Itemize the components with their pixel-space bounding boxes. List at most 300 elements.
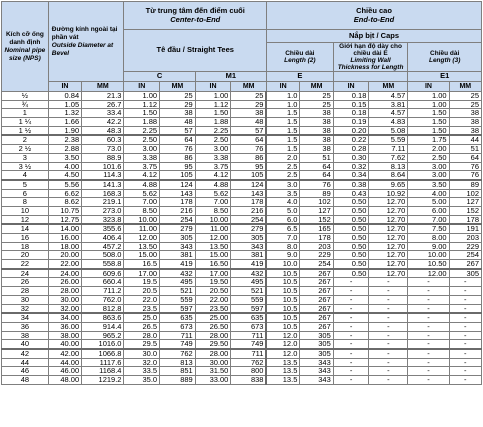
cell-e-mm: 267: [300, 287, 333, 296]
nps-label-en: Nominal pipe size (NPS): [4, 46, 46, 62]
table-row: [2, 278, 482, 287]
cell-c-mm: 178: [160, 198, 196, 207]
cell-e-in: 2.0: [266, 153, 299, 162]
cell-c-mm: 762: [160, 349, 196, 358]
cell-nps: ¾: [2, 100, 49, 109]
cell-m1-mm: 838: [231, 376, 267, 385]
cell-e1-mm: 25: [449, 92, 481, 101]
cell-wall-mm: 7.11: [369, 145, 408, 154]
cell-c-mm: 216: [160, 206, 196, 215]
cell-m1-mm: 432: [231, 269, 267, 278]
cell-m1-mm: 57: [231, 126, 267, 135]
limiting-wall-vi: Giới hạn độ dày cho chiều dài E: [339, 43, 402, 57]
cell-e-in: 13.5: [266, 358, 299, 367]
od-column-header: [48, 2, 124, 82]
unit-mm-wall: MM: [369, 82, 408, 92]
cell-e-in: 10.5: [266, 322, 299, 331]
nps-column-header: [2, 2, 49, 92]
cell-e-in: 3.0: [266, 180, 299, 189]
cell-wall-in: 0.18: [333, 92, 369, 101]
cell-od-mm: 42.2: [82, 118, 124, 127]
cell-od-mm: 323.8: [82, 215, 124, 224]
cell-wall-in: 0.28: [333, 145, 369, 154]
cell-m1-mm: 419: [231, 260, 267, 269]
cell-m1-in: 3.38: [195, 153, 231, 162]
cell-e-in: 6.0: [266, 215, 299, 224]
cell-wall-in: 0.15: [333, 100, 369, 109]
cell-od-in: 1.90: [48, 126, 81, 135]
cell-c-in: 32.0: [124, 358, 160, 367]
cell-wall-mm: 12.70: [369, 260, 408, 269]
end-to-end-en: End-to-End: [353, 14, 395, 24]
cell-e1-mm: 152: [449, 206, 481, 215]
cell-od-mm: 141.3: [82, 180, 124, 189]
cell-od-mm: 114.3: [82, 171, 124, 180]
cell-e1-in: 3.50: [408, 180, 449, 189]
cell-wall-in: -: [333, 358, 369, 367]
cell-e-mm: 38: [300, 118, 333, 127]
cell-nps: 10: [2, 206, 49, 215]
cell-m1-in: 29.50: [195, 340, 231, 349]
cell-e-in: 10.5: [266, 304, 299, 313]
cell-e1-in: 3.00: [408, 162, 449, 171]
cell-e1-mm: -: [449, 322, 481, 331]
cell-od-in: 30.00: [48, 295, 81, 304]
cell-c-in: 17.00: [124, 269, 160, 278]
cell-m1-in: 19.50: [195, 278, 231, 287]
cell-od-in: 10.75: [48, 206, 81, 215]
table-row: [2, 269, 482, 278]
cell-e-in: 1.0: [266, 100, 299, 109]
cell-wall-mm: 12.70: [369, 215, 408, 224]
end-to-end-header: [266, 2, 481, 30]
cell-nps: 36: [2, 322, 49, 331]
cell-e1-in: 1.50: [408, 126, 449, 135]
cell-m1-mm: 559: [231, 295, 267, 304]
cell-od-mm: 660.4: [82, 278, 124, 287]
unit-in-wall: IN: [333, 82, 369, 92]
cell-e1-mm: -: [449, 295, 481, 304]
cell-od-in: 46.00: [48, 367, 81, 376]
cell-wall-in: 0.19: [333, 118, 369, 127]
cell-c-in: 11.00: [124, 224, 160, 233]
cell-m1-mm: 521: [231, 287, 267, 296]
cell-od-mm: 33.4: [82, 109, 124, 118]
cell-wall-mm: 8.64: [369, 171, 408, 180]
center-to-end-header: [124, 2, 267, 30]
cell-c-mm: 38: [160, 109, 196, 118]
table-row: [2, 322, 482, 331]
cell-e-mm: 51: [300, 153, 333, 162]
cell-od-mm: 48.3: [82, 126, 124, 135]
table-row: [2, 295, 482, 304]
table-body: [2, 92, 482, 385]
cell-e-mm: 267: [300, 304, 333, 313]
cell-m1-in: 5.62: [195, 189, 231, 198]
length2-vi: Chiều dài: [285, 50, 315, 57]
cell-m1-in: 11.00: [195, 224, 231, 233]
cell-e-mm: 267: [300, 278, 333, 287]
cell-nps: ½: [2, 92, 49, 101]
cell-m1-mm: 711: [231, 349, 267, 358]
cell-od-in: 44.00: [48, 358, 81, 367]
cell-c-mm: 76: [160, 145, 196, 154]
cell-m1-mm: 762: [231, 358, 267, 367]
table-row: [2, 153, 482, 162]
cell-e1-in: -: [408, 278, 449, 287]
cell-e1-mm: -: [449, 367, 481, 376]
cell-wall-mm: 7.62: [369, 153, 408, 162]
cell-c-mm: 124: [160, 180, 196, 189]
table-row: [2, 198, 482, 207]
cell-od-mm: 101.6: [82, 162, 124, 171]
table-row: [2, 171, 482, 180]
cell-e-mm: 305: [300, 331, 333, 340]
cell-e1-in: -: [408, 376, 449, 385]
cell-od-mm: 73.0: [82, 145, 124, 154]
cell-e1-in: -: [408, 295, 449, 304]
cell-e1-mm: 38: [449, 126, 481, 135]
table-row: [2, 304, 482, 313]
cell-wall-in: 0.50: [333, 251, 369, 260]
cell-c-in: 26.5: [124, 322, 160, 331]
cell-e1-in: -: [408, 349, 449, 358]
cell-e1-in: -: [408, 340, 449, 349]
cell-c-in: 20.5: [124, 287, 160, 296]
cell-e-mm: 25: [300, 92, 333, 101]
table-header: [2, 2, 482, 92]
cell-e-mm: 127: [300, 206, 333, 215]
cell-e1-in: 12.00: [408, 269, 449, 278]
table-row: [2, 189, 482, 198]
cell-m1-mm: 597: [231, 304, 267, 313]
cell-e1-mm: 89: [449, 180, 481, 189]
cell-e-in: 10.0: [266, 260, 299, 269]
cell-e1-mm: 44: [449, 135, 481, 144]
table-row: [2, 109, 482, 118]
cell-c-mm: 495: [160, 278, 196, 287]
cell-e-in: 1.5: [266, 126, 299, 135]
cell-od-in: 2.88: [48, 145, 81, 154]
cell-c-mm: 279: [160, 224, 196, 233]
cell-od-mm: 863.6: [82, 313, 124, 322]
cell-m1-in: 17.00: [195, 269, 231, 278]
cell-c-mm: 95: [160, 162, 196, 171]
table-row: [2, 135, 482, 144]
unit-in-c: IN: [124, 82, 160, 92]
cell-m1-mm: 254: [231, 215, 267, 224]
cell-e1-in: 2.00: [408, 145, 449, 154]
cell-od-in: 18.00: [48, 242, 81, 251]
table-row: [2, 92, 482, 101]
cell-c-mm: 635: [160, 313, 196, 322]
cell-m1-mm: 105: [231, 171, 267, 180]
cell-od-in: 4.50: [48, 171, 81, 180]
cell-od-mm: 219.1: [82, 198, 124, 207]
cell-wall-in: 0.50: [333, 215, 369, 224]
cell-e1-in: -: [408, 322, 449, 331]
cell-m1-in: 4.12: [195, 171, 231, 180]
cell-e-mm: 178: [300, 234, 333, 243]
cell-wall-mm: -: [369, 278, 408, 287]
unit-mm-od: MM: [82, 82, 124, 92]
cell-wall-in: -: [333, 331, 369, 340]
cell-c-mm: 432: [160, 269, 196, 278]
cell-wall-in: 0.50: [333, 242, 369, 251]
cell-e1-in: -: [408, 304, 449, 313]
cell-c-in: 5.62: [124, 189, 160, 198]
cell-c-mm: 419: [160, 260, 196, 269]
cell-od-mm: 26.7: [82, 100, 124, 109]
cell-e-mm: 305: [300, 340, 333, 349]
cell-m1-mm: 143: [231, 189, 267, 198]
cell-c-mm: 711: [160, 331, 196, 340]
cell-nps: 1: [2, 109, 49, 118]
cell-wall-mm: 5.08: [369, 126, 408, 135]
col-m1-label: M1: [225, 71, 237, 81]
length3-en: Length (3): [428, 57, 461, 64]
nps-label-vi: Kích cỡ ống danh định: [5, 30, 44, 46]
cell-m1-mm: 64: [231, 135, 267, 144]
cell-e1-mm: -: [449, 287, 481, 296]
cell-e1-mm: 51: [449, 145, 481, 154]
cell-od-in: 34.00: [48, 313, 81, 322]
cell-od-in: 6.62: [48, 189, 81, 198]
pipe-fittings-dimensions-table: [1, 1, 482, 385]
cell-e1-mm: 76: [449, 162, 481, 171]
cell-c-in: 10.00: [124, 215, 160, 224]
od-label-vi: Đường kính ngoài tại phần vát: [51, 25, 118, 41]
cell-wall-in: -: [333, 349, 369, 358]
cell-e-mm: 38: [300, 145, 333, 154]
cell-e1-mm: 38: [449, 118, 481, 127]
cell-e1-in: 9.00: [408, 242, 449, 251]
cell-m1-mm: 86: [231, 153, 267, 162]
table-row: [2, 224, 482, 233]
cell-e1-in: 1.00: [408, 92, 449, 101]
cell-c-mm: 254: [160, 215, 196, 224]
cell-e-in: 10.5: [266, 313, 299, 322]
dimensions-table-container: [1, 1, 482, 385]
table-row: [2, 340, 482, 349]
cell-e-in: 2.5: [266, 171, 299, 180]
cell-nps: 34: [2, 313, 49, 322]
cell-m1-mm: 635: [231, 313, 267, 322]
cell-wall-in: -: [333, 278, 369, 287]
cell-nps: 2: [2, 135, 49, 144]
cell-e1-mm: -: [449, 278, 481, 287]
center-to-end-en: Center-to-End: [170, 14, 221, 24]
cell-e1-in: -: [408, 367, 449, 376]
cell-od-mm: 355.6: [82, 224, 124, 233]
cell-c-mm: 749: [160, 340, 196, 349]
cell-e1-in: 7.50: [408, 224, 449, 233]
od-label-en: Outside Diameter at Bevel: [51, 41, 114, 57]
cell-m1-in: 22.00: [195, 295, 231, 304]
cell-nps: 18: [2, 242, 49, 251]
cell-wall-mm: -: [369, 331, 408, 340]
cell-e1-mm: 254: [449, 251, 481, 260]
cell-od-mm: 711.2: [82, 287, 124, 296]
cell-od-in: 2.38: [48, 135, 81, 144]
cell-e-in: 1.5: [266, 109, 299, 118]
cell-e-in: 1.0: [266, 92, 299, 101]
cell-c-mm: 29: [160, 100, 196, 109]
cell-e1-mm: -: [449, 304, 481, 313]
cell-c-mm: 48: [160, 118, 196, 127]
cell-e-in: 13.5: [266, 367, 299, 376]
cell-od-in: 20.00: [48, 251, 81, 260]
cell-e-in: 2.5: [266, 162, 299, 171]
cell-e1-mm: -: [449, 331, 481, 340]
cell-c-mm: 813: [160, 358, 196, 367]
cell-wall-in: 0.34: [333, 171, 369, 180]
cell-nps: 42: [2, 349, 49, 358]
unit-in-e: IN: [266, 82, 299, 92]
cell-c-in: 33.5: [124, 367, 160, 376]
cell-c-mm: 86: [160, 153, 196, 162]
cell-e-mm: 152: [300, 215, 333, 224]
cell-e1-mm: 229: [449, 242, 481, 251]
limiting-wall-header: [333, 43, 408, 72]
cell-m1-in: 13.50: [195, 242, 231, 251]
cell-wall-in: -: [333, 287, 369, 296]
cell-c-in: 7.00: [124, 198, 160, 207]
unit-in-e1: IN: [408, 82, 449, 92]
cell-e-mm: 203: [300, 242, 333, 251]
table-row: [2, 260, 482, 269]
cell-e1-in: 4.00: [408, 189, 449, 198]
cell-wall-mm: -: [369, 349, 408, 358]
cell-wall-in: 0.50: [333, 198, 369, 207]
cell-c-in: 3.38: [124, 153, 160, 162]
cell-e1-in: 6.00: [408, 206, 449, 215]
cell-c-in: 2.25: [124, 126, 160, 135]
length3-header: [408, 43, 482, 72]
cell-nps: 16: [2, 234, 49, 243]
cell-e-in: 4.0: [266, 198, 299, 207]
cell-od-in: 48.00: [48, 376, 81, 385]
cell-e1-in: -: [408, 331, 449, 340]
cell-wall-in: 0.20: [333, 126, 369, 135]
cell-e1-mm: -: [449, 349, 481, 358]
cell-e-mm: 229: [300, 251, 333, 260]
cell-e-in: 13.5: [266, 376, 299, 385]
cell-e1-mm: -: [449, 376, 481, 385]
table-row: [2, 234, 482, 243]
cell-nps: 14: [2, 224, 49, 233]
cell-m1-in: 2.25: [195, 126, 231, 135]
cell-e-mm: 267: [300, 295, 333, 304]
caps-label: Nắp bịt / Caps: [348, 30, 399, 40]
col-c-label: C: [156, 71, 163, 81]
cell-c-in: 1.50: [124, 109, 160, 118]
cell-m1-in: 28.00: [195, 331, 231, 340]
cell-m1-in: 12.00: [195, 234, 231, 243]
cell-m1-mm: 216: [231, 206, 267, 215]
cell-wall-in: 0.38: [333, 180, 369, 189]
cell-e-mm: 25: [300, 100, 333, 109]
cell-m1-in: 1.12: [195, 100, 231, 109]
cell-od-mm: 558.8: [82, 260, 124, 269]
cell-e-in: 9.0: [266, 251, 299, 260]
caps-header: [266, 30, 481, 43]
cell-e1-mm: -: [449, 340, 481, 349]
cell-e1-in: -: [408, 287, 449, 296]
table-row: [2, 251, 482, 260]
cell-m1-mm: 381: [231, 251, 267, 260]
cell-nps: 22: [2, 260, 49, 269]
table-row: [2, 118, 482, 127]
cell-e-in: 10.5: [266, 269, 299, 278]
cell-m1-in: 33.00: [195, 376, 231, 385]
cell-wall-in: -: [333, 340, 369, 349]
table-row: [2, 331, 482, 340]
col-m1-header: [195, 72, 266, 82]
cell-wall-in: 0.32: [333, 162, 369, 171]
cell-e1-in: 7.00: [408, 215, 449, 224]
cell-c-in: 8.50: [124, 206, 160, 215]
cell-e1-mm: -: [449, 313, 481, 322]
cell-od-in: 4.00: [48, 162, 81, 171]
cell-m1-in: 8.50: [195, 206, 231, 215]
cell-e-mm: 267: [300, 322, 333, 331]
table-row: [2, 242, 482, 251]
cell-wall-in: 0.43: [333, 189, 369, 198]
cell-e-mm: 38: [300, 135, 333, 144]
cell-e1-in: 1.50: [408, 118, 449, 127]
cell-wall-in: -: [333, 376, 369, 385]
cell-m1-mm: 38: [231, 109, 267, 118]
cell-m1-in: 31.50: [195, 367, 231, 376]
unit-mm-e: MM: [300, 82, 333, 92]
cell-c-in: 23.5: [124, 304, 160, 313]
cell-nps: 38: [2, 331, 49, 340]
col-e1-label: E1: [440, 71, 450, 81]
cell-e1-mm: 305: [449, 269, 481, 278]
cell-od-mm: 60.3: [82, 135, 124, 144]
cell-e1-in: 1.50: [408, 109, 449, 118]
cell-wall-mm: 8.13: [369, 162, 408, 171]
cell-nps: 2 ½: [2, 145, 49, 154]
cell-od-in: 36.00: [48, 322, 81, 331]
cell-c-mm: 143: [160, 189, 196, 198]
table-row: [2, 376, 482, 385]
cell-e-in: 12.0: [266, 331, 299, 340]
cell-od-mm: 273.0: [82, 206, 124, 215]
cell-e1-in: 1.75: [408, 135, 449, 144]
cell-od-mm: 1117.6: [82, 358, 124, 367]
cell-e-mm: 254: [300, 260, 333, 269]
limiting-wall-en: Limiting Wall Thickness for Length: [337, 57, 404, 71]
cell-od-in: 26.00: [48, 278, 81, 287]
cell-e-in: 1.5: [266, 145, 299, 154]
table-row: [2, 367, 482, 376]
cell-e1-in: 10.00: [408, 251, 449, 260]
cell-m1-in: 10.00: [195, 215, 231, 224]
cell-c-mm: 57: [160, 126, 196, 135]
cell-e-in: 3.5: [266, 189, 299, 198]
cell-od-mm: 168.3: [82, 189, 124, 198]
cell-od-in: 32.00: [48, 304, 81, 313]
cell-nps: 3: [2, 153, 49, 162]
cell-c-mm: 673: [160, 322, 196, 331]
cell-m1-in: 1.00: [195, 92, 231, 101]
cell-wall-in: 0.50: [333, 260, 369, 269]
cell-e-in: 12.0: [266, 340, 299, 349]
table-row: [2, 287, 482, 296]
cell-wall-in: 0.50: [333, 234, 369, 243]
